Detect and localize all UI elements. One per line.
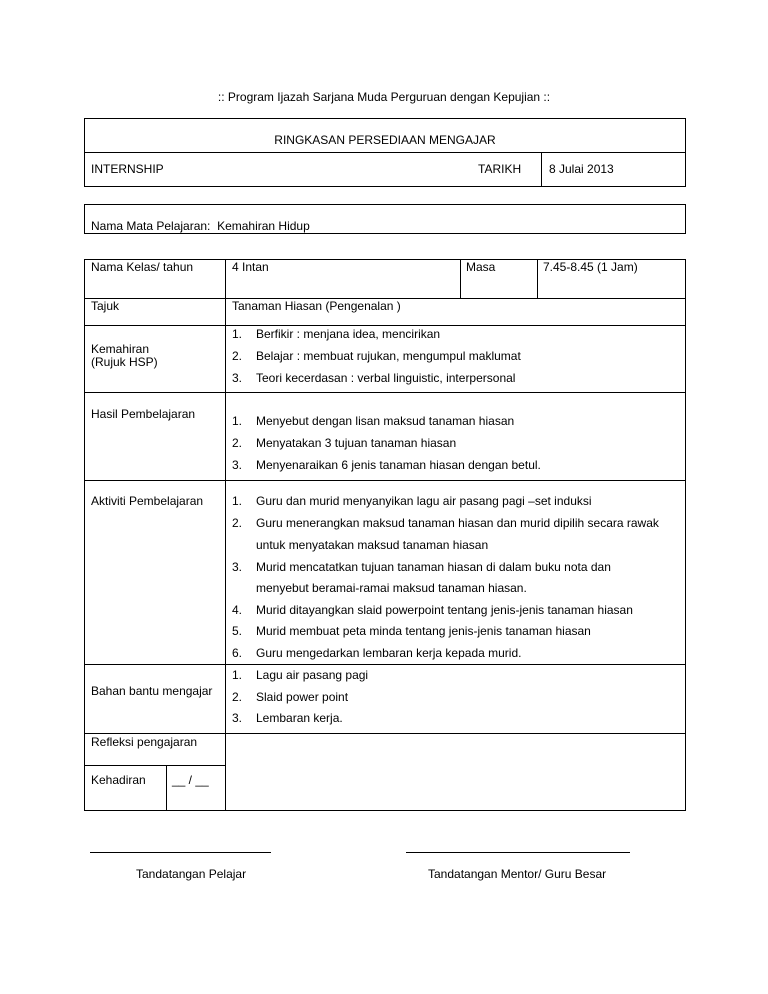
reflection-label: Refleksi pengajaran [91, 735, 198, 749]
skills-number-1: 1. [232, 327, 243, 341]
topic-label: Tajuk [91, 299, 120, 313]
row-divider-topic [84, 325, 686, 326]
activities-item-1: Guru dan murid menyanyikan lagu air pasang pagi –set induksi [256, 494, 592, 508]
activities-label: Aktiviti Pembelajaran [91, 494, 204, 508]
activities-item-2-cont: untuk menyatakan maksud tanaman hiasan [256, 538, 489, 552]
activities-number-4: 4. [232, 603, 243, 617]
skills-number-2: 2. [232, 349, 243, 363]
outcomes-number-2: 2. [232, 436, 243, 450]
student-signature-label: Tandatangan Pelajar [136, 867, 247, 881]
date-label: TARIKH [478, 162, 522, 176]
activities-item-6: Guru mengedarkan lembaran kerja kepada murid. [256, 646, 522, 660]
activities-item-4: Murid ditayangkan slaid powerpoint tentang jenis-jenis tanaman hiasan [256, 603, 633, 617]
materials-item-2: Slaid power point [256, 690, 349, 704]
activities-item-2: Guru menerangkan maksud tanaman hiasan dan murid dipilih secara rawak [256, 516, 659, 530]
row-divider-outcomes [84, 480, 686, 481]
row-divider-skills [84, 392, 686, 393]
mentor-signature-label: Tandatangan Mentor/ Guru Besar [428, 867, 607, 881]
header-date-divider [541, 152, 542, 186]
materials-number-1: 1. [232, 668, 243, 682]
skills-item-1: Berfikir : menjana idea, mencirikan [256, 327, 441, 341]
activities-number-6: 6. [232, 646, 243, 660]
student-signature-line [90, 852, 271, 853]
date-value: 8 Julai 2013 [549, 162, 614, 176]
activities-number-5: 5. [232, 624, 243, 638]
time-value: 7.45-8.45 (1 Jam) [543, 260, 638, 274]
topic-value: Tanaman Hiasan (Pengenalan ) [232, 299, 401, 313]
skills-label-line1: Kemahiran [91, 342, 150, 356]
materials-number-2: 2. [232, 690, 243, 704]
time-label: Masa [466, 260, 496, 274]
mentor-signature-line [406, 852, 630, 853]
materials-item-3: Lembaran kerja. [256, 711, 343, 725]
skills-number-3: 3. [232, 371, 243, 385]
materials-number-3: 3. [232, 711, 243, 725]
attendance-divider-top [84, 765, 225, 766]
masa-divider-right [537, 259, 538, 298]
outcomes-item-3: Menyenaraikan 6 jenis tanaman hiasan dengan betul. [256, 458, 541, 472]
outcomes-item-1: Menyebut dengan lisan maksud tanaman hiasan [256, 414, 515, 428]
skills-label-line2: (Rujuk HSP) [91, 355, 158, 369]
row-divider-materials [84, 733, 686, 734]
class-value: 4 Intan [232, 260, 269, 274]
label-column-divider [225, 259, 226, 811]
masa-divider-left [460, 259, 461, 298]
internship-label: INTERNSHIP [91, 162, 164, 176]
attendance-value: __ / __ [172, 773, 209, 787]
outcomes-number-1: 1. [232, 414, 243, 428]
outcomes-item-2: Menyatakan 3 tujuan tanaman hiasan [256, 436, 457, 450]
header-divider [84, 152, 686, 153]
class-label: Nama Kelas/ tahun [91, 260, 194, 274]
activities-number-3: 3. [232, 560, 243, 574]
skills-item-3: Teori kecerdasan : verbal linguistic, interpersonal [256, 371, 516, 385]
activities-item-5: Murid membuat peta minda tentang jenis-jenis tanaman hiasan [256, 624, 591, 638]
subject-label-text: Nama Mata Pelajaran: [91, 219, 211, 233]
lesson-table [84, 259, 686, 811]
activities-item-3: Murid mencatatkan tujuan tanaman hiasan di dalam buku nota dan [256, 560, 611, 574]
outcomes-label: Hasil Pembelajaran [91, 407, 196, 421]
row-divider-activities [84, 664, 686, 665]
outcomes-number-3: 3. [232, 458, 243, 472]
activities-item-3-cont: menyebut beramai-ramai maksud tanaman hiasan. [256, 581, 527, 595]
attendance-label: Kehadiran [91, 773, 146, 787]
subject-label [91, 219, 310, 233]
skills-item-2: Belajar : membuat rujukan, mengumpul maklumat [256, 349, 521, 363]
activities-number-2: 2. [232, 516, 243, 530]
subject-value: Kemahiran Hidup [217, 219, 310, 233]
attendance-divider-mid [166, 765, 167, 811]
form-title: RINGKASAN PERSEDIAAN MENGAJAR [274, 133, 496, 147]
materials-label: Bahan bantu mengajar [91, 684, 213, 698]
materials-item-1: Lagu air pasang pagi [256, 668, 369, 682]
activities-number-1: 1. [232, 494, 243, 508]
program-title: :: Program Ijazah Sarjana Muda Perguruan dengan Kepujian :: [217, 90, 551, 104]
